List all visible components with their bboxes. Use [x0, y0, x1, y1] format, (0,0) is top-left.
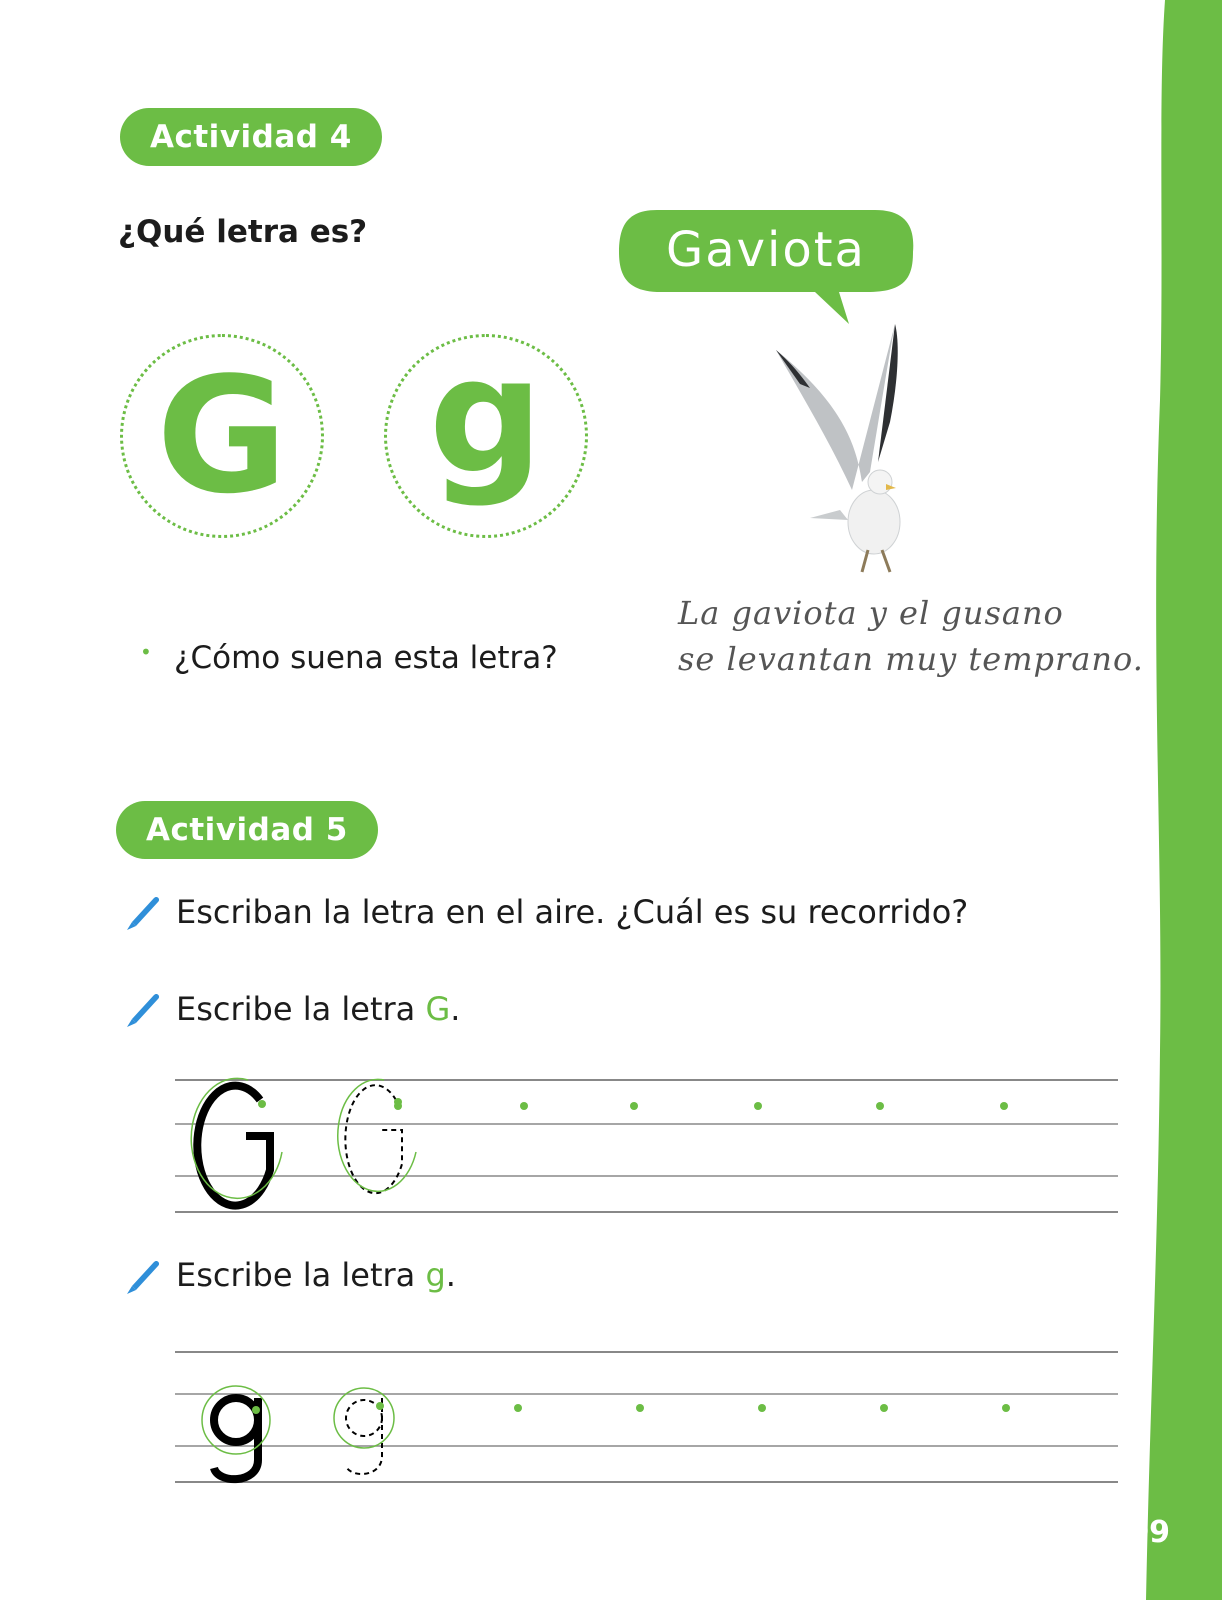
- lowercase-letter: g: [428, 322, 544, 509]
- rhyme-line-2: se levantan muy temprano.: [678, 640, 1144, 678]
- instruction-period: .: [450, 990, 461, 1028]
- pencil-icon: [124, 892, 164, 932]
- instruction-air-writing: Escriban la letra en el aire. ¿Cuál es su recorrido?: [176, 893, 969, 931]
- word-bubble: [617, 208, 915, 324]
- uppercase-writing-lines[interactable]: [170, 1060, 1120, 1220]
- instruction-period: .: [445, 1256, 456, 1294]
- seagull-icon: [770, 322, 920, 574]
- bullet: •: [140, 640, 152, 664]
- bubble-word: Gaviota: [666, 222, 866, 278]
- activity-4-badge: Actividad 4: [120, 108, 382, 166]
- pencil-icon: [124, 1256, 164, 1296]
- instruction-letter: g: [425, 1256, 446, 1294]
- pencil-icon: [124, 989, 164, 1029]
- rhyme-line-1: La gaviota y el gusano: [678, 594, 1064, 632]
- page-number: 109: [1107, 1515, 1170, 1550]
- instruction-write-lowercase: [176, 1256, 456, 1294]
- instruction-write-uppercase: [176, 990, 460, 1028]
- lowercase-writing-lines[interactable]: [170, 1340, 1120, 1500]
- uppercase-letter: G: [156, 342, 288, 529]
- instruction-text: Escribe la letra: [176, 1256, 426, 1294]
- activity-5-badge: Actividad 5: [116, 801, 378, 859]
- question-letter-sound: ¿Cómo suena esta letra?: [174, 640, 558, 676]
- question-what-letter: ¿Qué letra es?: [118, 214, 368, 250]
- instruction-text: Escribe la letra: [176, 990, 426, 1028]
- instruction-letter: G: [425, 990, 451, 1028]
